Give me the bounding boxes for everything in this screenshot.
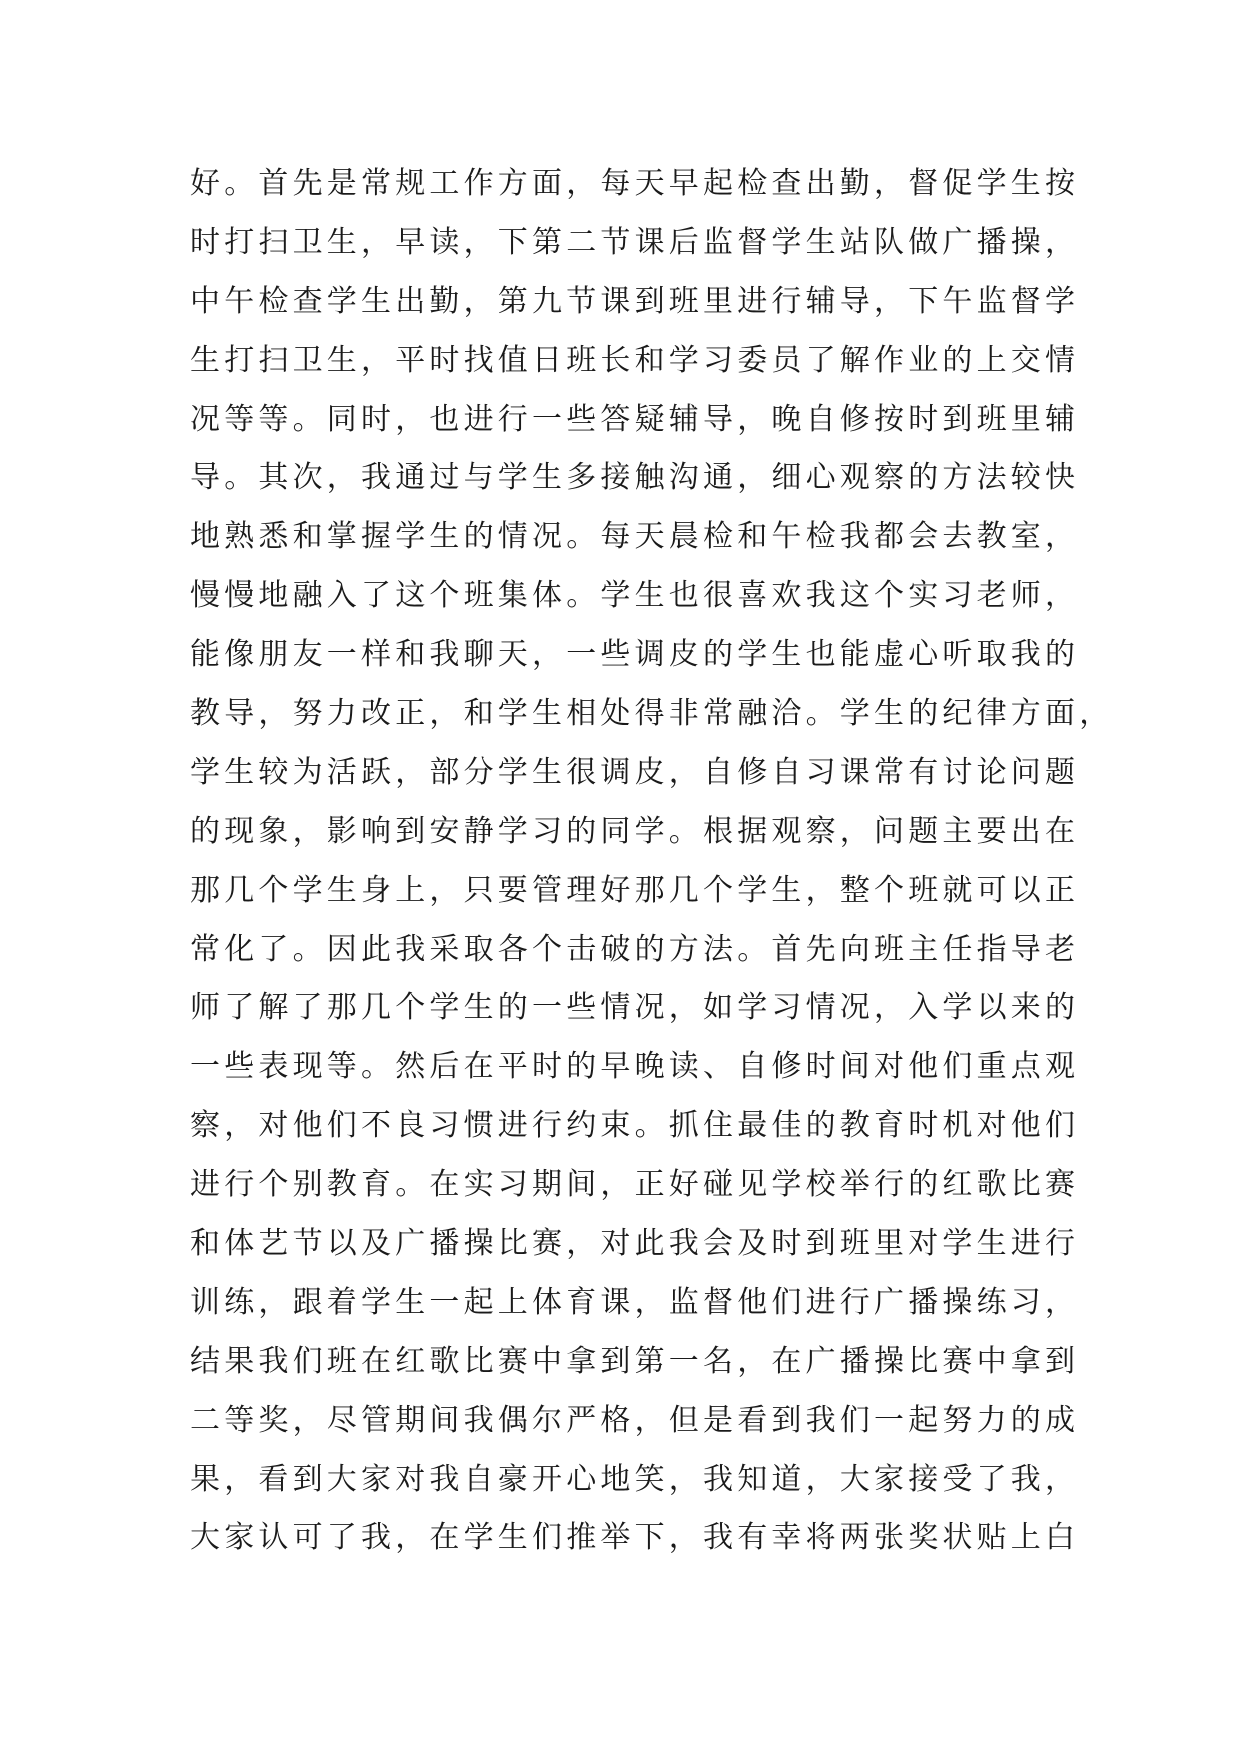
text-line: 学生较为活跃，部分学生很调皮，自修自习课常有讨论问题 <box>190 754 1080 790</box>
text-line: 和体艺节以及广播操比赛，对此我会及时到班里对学生进行 <box>190 1226 1080 1262</box>
text-line: 导。其次，我通过与学生多接触沟通，细心观察的方法较快 <box>190 460 1080 496</box>
text-line: 生打扫卫生，平时找值日班长和学习委员了解作业的上交情 <box>190 342 1080 378</box>
text-line: 能像朋友一样和我聊天，一些调皮的学生也能虚心听取我的 <box>190 637 1080 673</box>
text-line: 教导，努力改正，和学生相处得非常融洽。学生的纪律方面， <box>190 696 1114 732</box>
text-line: 结果我们班在红歌比赛中拿到第一名，在广播操比赛中拿到 <box>190 1343 1080 1379</box>
text-line: 大家认可了我，在学生们推举下，我有幸将两张奖状贴上白 <box>190 1520 1080 1556</box>
text-line: 训练，跟着学生一起上体育课，监督他们进行广播操练习， <box>190 1284 1080 1320</box>
text-line: 好。首先是常规工作方面，每天早起检查出勤，督促学生按 <box>190 166 1080 201</box>
text-line: 时打扫卫生，早读，下第二节课后监督学生站队做广播操， <box>190 224 1080 260</box>
text-line: 果，看到大家对我自豪开心地笑，我知道，大家接受了我， <box>190 1461 1080 1497</box>
text-line: 中午检查学生出勤，第九节课到班里进行辅导，下午监督学 <box>190 283 1080 319</box>
text-line: 二等奖，尽管期间我偶尔严格，但是看到我们一起努力的成 <box>190 1402 1080 1438</box>
text-line: 况等等。同时，也进行一些答疑辅导，晚自修按时到班里辅 <box>190 401 1080 437</box>
body-paragraph <box>190 155 1114 1568</box>
text-line: 地熟悉和掌握学生的情况。每天晨检和午检我都会去教室， <box>190 519 1080 555</box>
text-line: 一些表现等。然后在平时的早晚读、自修时间对他们重点观 <box>190 1049 1080 1085</box>
text-line: 的现象，影响到安静学习的同学。根据观察，问题主要出在 <box>190 813 1080 849</box>
text-line: 进行个别教育。在实习期间，正好碰见学校举行的红歌比赛 <box>190 1167 1080 1203</box>
text-line: 那几个学生身上，只要管理好那几个学生，整个班就可以正 <box>190 872 1080 908</box>
text-line: 师了解了那几个学生的一些情况，如学习情况，入学以来的 <box>190 990 1080 1026</box>
text-line: 常化了。因此我采取各个击破的方法。首先向班主任指导老 <box>190 931 1080 967</box>
text-line: 察，对他们不良习惯进行约束。抓住最佳的教育时机对他们 <box>190 1108 1080 1144</box>
text-line: 慢慢地融入了这个班集体。学生也很喜欢我这个实习老师， <box>190 578 1080 614</box>
